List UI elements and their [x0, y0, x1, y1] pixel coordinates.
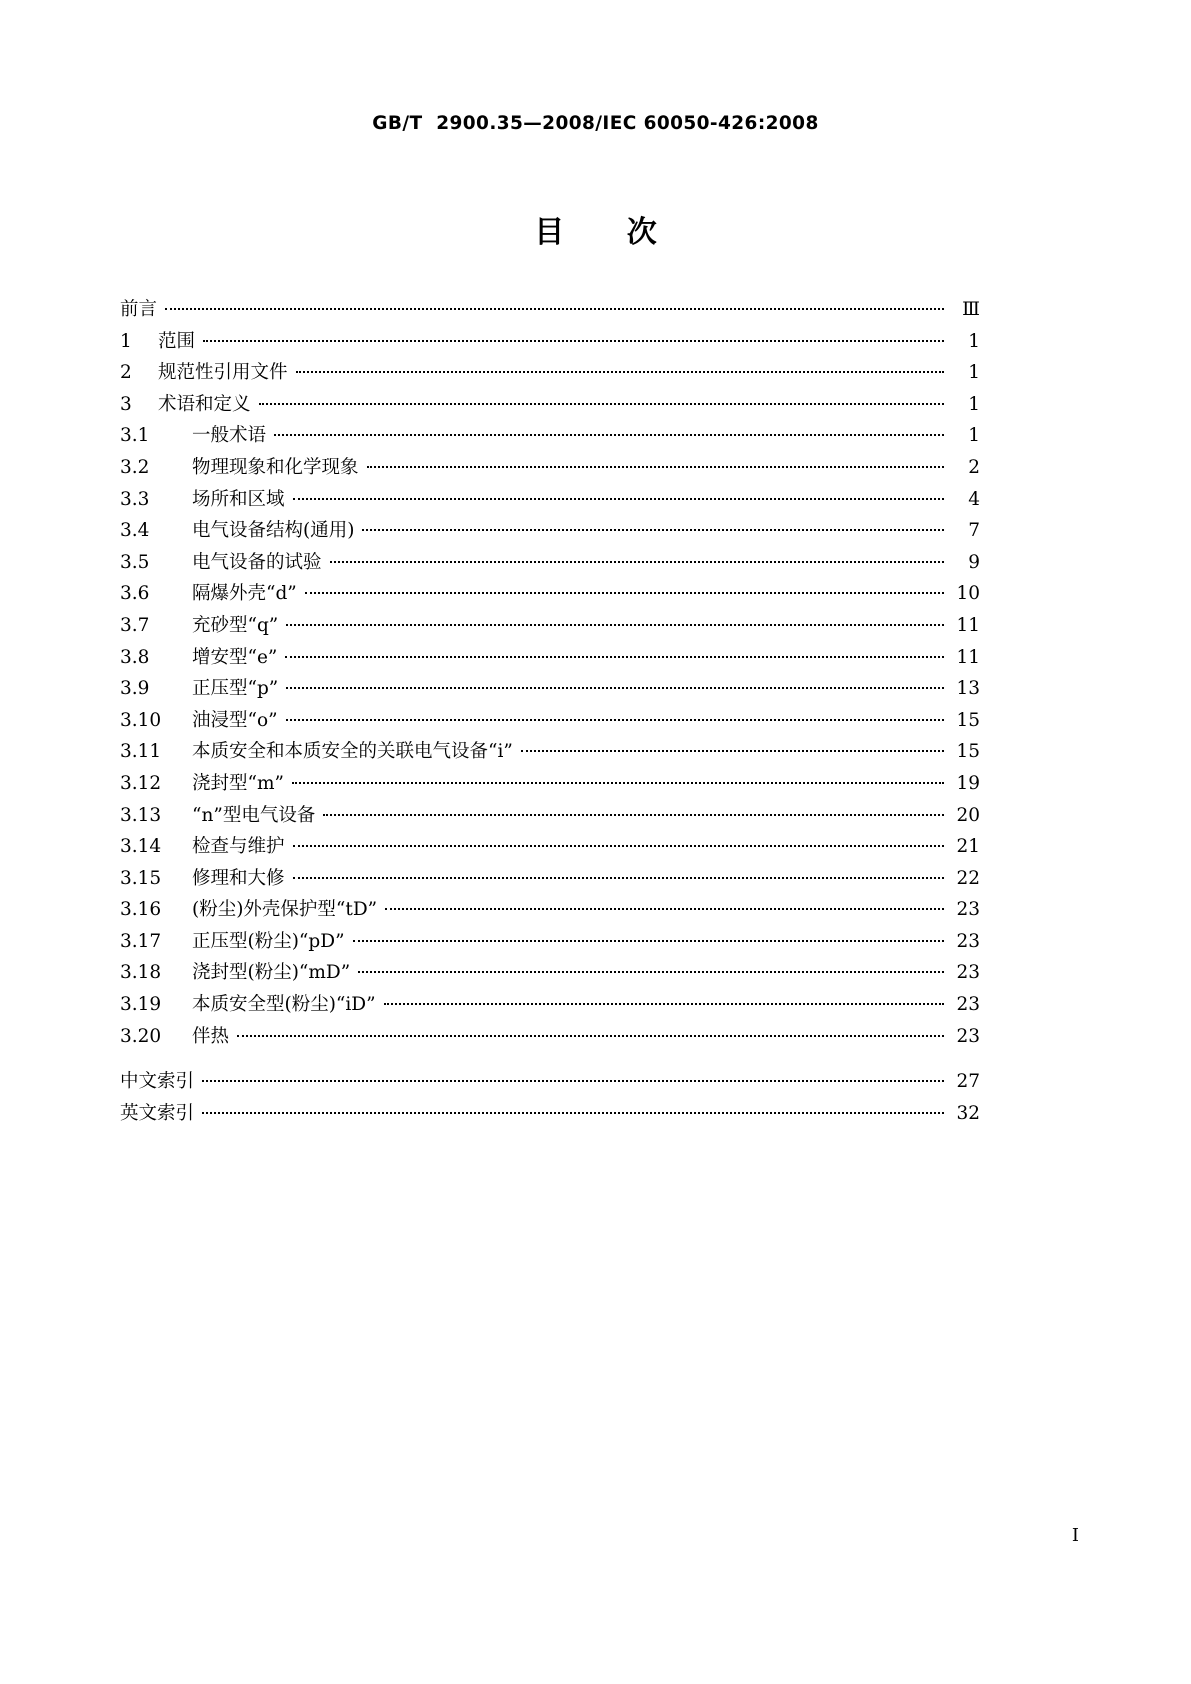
- toc-entry-label: 规范性引用文件: [158, 362, 288, 384]
- toc-leader-dots: [323, 803, 944, 821]
- toc-entry[interactable]: [120, 1069, 980, 1101]
- toc-entry-number: 3.8: [120, 646, 150, 668]
- toc-entry[interactable]: [120, 803, 980, 835]
- toc-leader-dots: [165, 297, 944, 315]
- toc-leader-dots: [259, 392, 944, 410]
- toc-entry-label: (粉尘)外壳保护型“tD”: [192, 899, 378, 921]
- toc-entry-number: 3.12: [120, 772, 162, 794]
- toc-entry-page-number: 10: [956, 583, 980, 605]
- toc-entry-label: 浇封型“m”: [192, 772, 284, 794]
- toc-entry[interactable]: [120, 392, 980, 424]
- toc-entry-number: 3.7: [120, 614, 150, 636]
- toc-entry-number: 3.6: [120, 583, 150, 605]
- toc-entry-number: 3.3: [120, 488, 150, 510]
- standard-code-header: GB/T 2900.35—2008/IEC 60050-426:2008: [372, 113, 819, 134]
- toc-entry[interactable]: [120, 992, 980, 1024]
- toc-entry-page-number: Ⅲ: [962, 299, 980, 320]
- toc-entry-page-number: 7: [968, 520, 980, 542]
- toc-entry[interactable]: [120, 897, 980, 929]
- toc-entry-label: “n”型电气设备: [192, 804, 316, 826]
- toc-entry[interactable]: [120, 329, 980, 361]
- toc-entry-number: 2: [120, 362, 132, 384]
- toc-entry-label: 隔爆外壳“d”: [192, 583, 297, 605]
- toc-leader-dots: [384, 992, 944, 1010]
- toc-entry[interactable]: [120, 297, 980, 329]
- toc-entry-page-number: 1: [968, 425, 980, 447]
- toc-leader-dots: [521, 739, 944, 757]
- toc-entry-label: 正压型“p”: [192, 678, 279, 700]
- toc-leader-dots: [274, 423, 944, 441]
- toc-leader-dots: [292, 771, 944, 789]
- toc-entry-page-number: 27: [956, 1071, 980, 1093]
- toc-entry[interactable]: [120, 739, 980, 771]
- toc-entry-label: 修理和大修: [192, 867, 285, 889]
- toc-leader-dots: [202, 1069, 944, 1087]
- toc-entry-label: 浇封型(粉尘)“mD”: [192, 962, 351, 984]
- toc-entry[interactable]: [120, 771, 980, 803]
- toc-entry-number: 3.13: [120, 804, 162, 826]
- toc-leader-dots: [362, 518, 944, 536]
- toc-entry[interactable]: [120, 581, 980, 613]
- toc-entry-label: 场所和区域: [192, 488, 285, 510]
- toc-leader-dots: [353, 929, 944, 947]
- table-of-contents: [120, 297, 980, 1132]
- toc-leader-dots: [286, 708, 944, 726]
- toc-entry-page-number: 23: [956, 899, 980, 921]
- toc-entry-label: 英文索引: [120, 1102, 195, 1124]
- toc-entry-number: 3.19: [120, 994, 162, 1016]
- toc-entry-label: 电气设备的试验: [192, 551, 322, 573]
- toc-entry-number: 3.18: [120, 962, 162, 984]
- toc-entry-label: 前言: [120, 299, 158, 320]
- toc-entry-page-number: 15: [956, 741, 980, 763]
- toc-entry-number: 3.20: [120, 1025, 162, 1047]
- toc-entry-label: 范围: [158, 330, 196, 352]
- toc-entry[interactable]: [120, 613, 980, 645]
- toc-leader-dots: [202, 1101, 944, 1119]
- toc-leader-dots: [285, 645, 944, 663]
- toc-entry[interactable]: [120, 676, 980, 708]
- toc-entry-label: 充砂型“q”: [192, 614, 279, 636]
- toc-leader-dots: [203, 329, 944, 347]
- toc-entry-number: 3.16: [120, 899, 162, 921]
- toc-entry-page-number: 23: [956, 930, 980, 952]
- toc-entry-page-number: 1: [968, 362, 980, 384]
- toc-entry-number: 3.14: [120, 836, 162, 858]
- toc-entry[interactable]: [120, 360, 980, 392]
- toc-entry-number: 3.15: [120, 867, 162, 889]
- toc-entry[interactable]: [120, 455, 980, 487]
- toc-entry-page-number: 9: [968, 551, 980, 573]
- toc-entry-number: 3.4: [120, 520, 150, 542]
- toc-entry[interactable]: [120, 1101, 980, 1133]
- toc-entry-label: 正压型(粉尘)“pD”: [192, 930, 345, 952]
- toc-leader-dots: [296, 360, 944, 378]
- toc-leader-dots: [330, 550, 944, 568]
- toc-entry-page-number: 21: [956, 836, 980, 858]
- toc-entry[interactable]: [120, 960, 980, 992]
- toc-entry[interactable]: [120, 487, 980, 519]
- toc-entry-page-number: 22: [956, 867, 980, 889]
- toc-entry-label: 油浸型“o”: [192, 709, 278, 731]
- toc-entry-number: 3.5: [120, 551, 150, 573]
- toc-leader-dots: [237, 1024, 944, 1042]
- toc-entry-label: 电气设备结构(通用): [192, 520, 355, 542]
- toc-leader-dots: [293, 866, 944, 884]
- toc-leader-dots: [286, 676, 944, 694]
- toc-entry-page-number: 19: [956, 772, 980, 794]
- toc-leader-dots: [305, 581, 944, 599]
- toc-entry-page-number: 11: [956, 614, 980, 636]
- toc-entry-page-number: 4: [968, 488, 980, 510]
- toc-entry[interactable]: [120, 866, 980, 898]
- toc-entry-page-number: 23: [956, 962, 980, 984]
- toc-entry-page-number: 20: [956, 804, 980, 826]
- toc-entry[interactable]: [120, 423, 980, 455]
- toc-entry[interactable]: [120, 518, 980, 550]
- footer-page-number: I: [1071, 1525, 1079, 1546]
- toc-entry-page-number: 11: [956, 646, 980, 668]
- toc-leader-dots: [293, 834, 944, 852]
- toc-entry-label: 本质安全型(粉尘)“iD”: [192, 994, 376, 1016]
- toc-entry-label: 中文索引: [120, 1071, 195, 1093]
- toc-entry-page-number: 2: [968, 456, 980, 478]
- toc-entry-page-number: 1: [968, 393, 980, 415]
- toc-leader-dots: [367, 455, 944, 473]
- toc-entry-number: 3.11: [120, 741, 162, 763]
- toc-entry-label: 本质安全和本质安全的关联电气设备“i”: [192, 741, 513, 763]
- toc-entry-page-number: 23: [956, 994, 980, 1016]
- toc-entry[interactable]: [120, 834, 980, 866]
- toc-leader-dots: [293, 487, 944, 505]
- page-title: 目 次: [534, 215, 683, 250]
- toc-entry-number: 3: [120, 393, 132, 415]
- toc-leader-dots: [385, 897, 944, 915]
- toc-entry-number: 1: [120, 330, 132, 352]
- toc-entry-page-number: 13: [956, 678, 980, 700]
- toc-entry-page-number: 1: [968, 330, 980, 352]
- toc-entry[interactable]: [120, 1024, 980, 1056]
- toc-entry-label: 一般术语: [192, 425, 267, 447]
- toc-entry-page-number: 15: [956, 709, 980, 731]
- toc-entry[interactable]: [120, 708, 980, 740]
- toc-entry-page-number: 23: [956, 1025, 980, 1047]
- toc-entry-label: 物理现象和化学现象: [192, 456, 359, 478]
- toc-entry-label: 增安型“e”: [192, 646, 278, 668]
- toc-leader-dots: [286, 613, 944, 631]
- toc-entry-label: 术语和定义: [158, 393, 251, 415]
- toc-entry-number: 3.1: [120, 425, 150, 447]
- toc-leader-dots: [358, 960, 944, 978]
- toc-entry[interactable]: [120, 645, 980, 677]
- toc-entry-label: 检查与维护: [192, 836, 285, 858]
- toc-entry-number: 3.17: [120, 930, 162, 952]
- toc-entry-page-number: 32: [956, 1102, 980, 1124]
- toc-entry[interactable]: [120, 550, 980, 582]
- toc-entry-number: 3.9: [120, 678, 150, 700]
- toc-entry-label: 伴热: [192, 1025, 230, 1047]
- toc-entry-number: 3.10: [120, 709, 162, 731]
- toc-entry-number: 3.2: [120, 456, 150, 478]
- toc-entry[interactable]: [120, 929, 980, 961]
